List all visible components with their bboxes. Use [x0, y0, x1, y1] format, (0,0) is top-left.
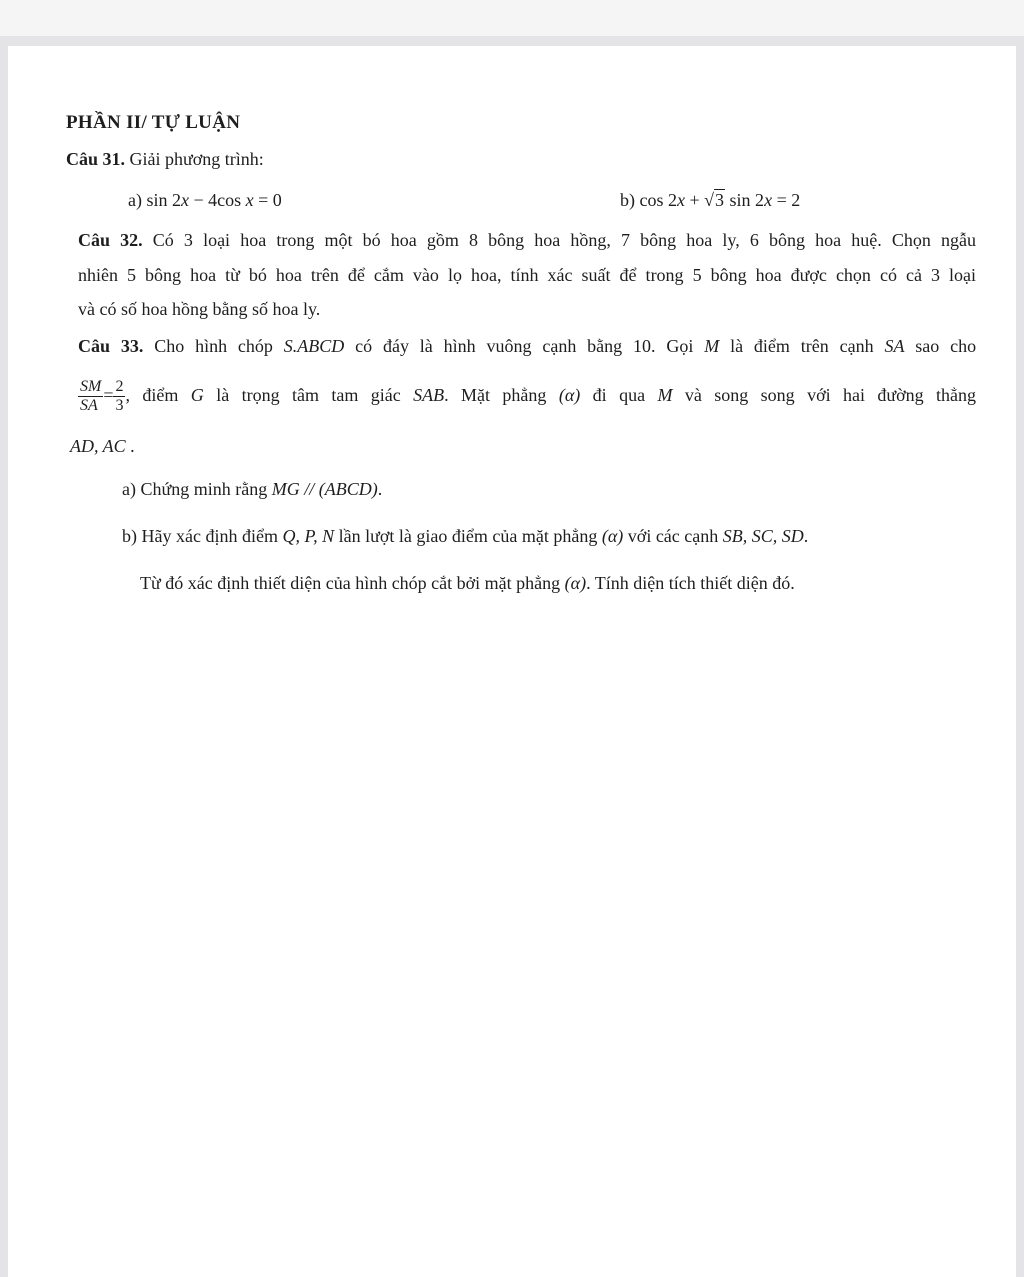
question-33-line-3: AD, AC .	[70, 436, 135, 456]
sqrt-sign: √3	[704, 190, 725, 210]
fraction-sm-sa: $\frac{SM}{SA}$	[80, 377, 102, 415]
question-33-b: b) Hãy xác định điểm Q, P, N lần lượt là giao điểm của mặt phẳng (α) với các cạnh SB, SC, SD.	[122, 526, 809, 546]
question-32-text-1: Có 3 loại hoa trong một bó hoa gồm 8 bông hoa hồng, 7 bông hoa ly, 6 bông hoa huệ. Chọn ngẫu	[152, 230, 977, 250]
question-32-line-3: và có số hoa hồng bằng số hoa ly.	[78, 299, 321, 319]
question-31-b-label: b)	[620, 190, 635, 210]
question-33-b-continued: Từ đó xác định thiết diện của hình chóp cắt bởi mặt phẳng (α). Tính diện tích thiết diện đó.	[140, 573, 795, 593]
question-33-a-statement: MG // (ABCD)	[271, 479, 378, 499]
question-31-a-label: a)	[128, 190, 142, 210]
question-33-label: Câu 33.	[78, 336, 144, 356]
question-33-line-1: Câu 33. Cho hình chóp S.ABCD có đáy là hình vuông cạnh bằng 10. Gọi M là điểm trên cạnh SA sao cho	[78, 336, 977, 356]
question-31-a-equation: sin 2x − 4cos x = 0	[146, 190, 282, 210]
question-31-label: Câu 31.	[66, 149, 126, 169]
question-32-label: Câu 32.	[78, 230, 143, 250]
question-31	[66, 149, 264, 170]
question-33-a-label: a)	[122, 479, 136, 499]
question-31-b	[620, 190, 800, 211]
question-31-text: Giải phương trình:	[129, 149, 264, 169]
question-33-a: a) Chứng minh rằng MG // (ABCD).	[122, 479, 383, 499]
section-title: PHẦN II/ TỰ LUẬN	[66, 112, 241, 133]
question-31-a	[128, 190, 282, 211]
question-32-line-1	[78, 230, 976, 251]
question-31-b-equation: cos 2x + √3 sin 2x = 2	[639, 190, 801, 210]
top-band	[0, 0, 1024, 36]
document-page	[8, 46, 1016, 1277]
question-33-b-label: b)	[122, 526, 137, 546]
fraction-two-thirds: $\frac{2}{3}$	[115, 377, 124, 415]
question-32-line-2: nhiên 5 bông hoa từ bó hoa trên để cắm vào lọ hoa, tính xác suất để trong 5 bông hoa được chọn có cả 3 loại	[78, 265, 976, 285]
question-33-line-2: $\frac{SM}{SA}$ = $\frac{2}{3}$ , điểm G là trọng tâm tam giác SAB. Mặt phẳng (α) đi qua M và song song với hai đường thẳng	[80, 377, 977, 415]
